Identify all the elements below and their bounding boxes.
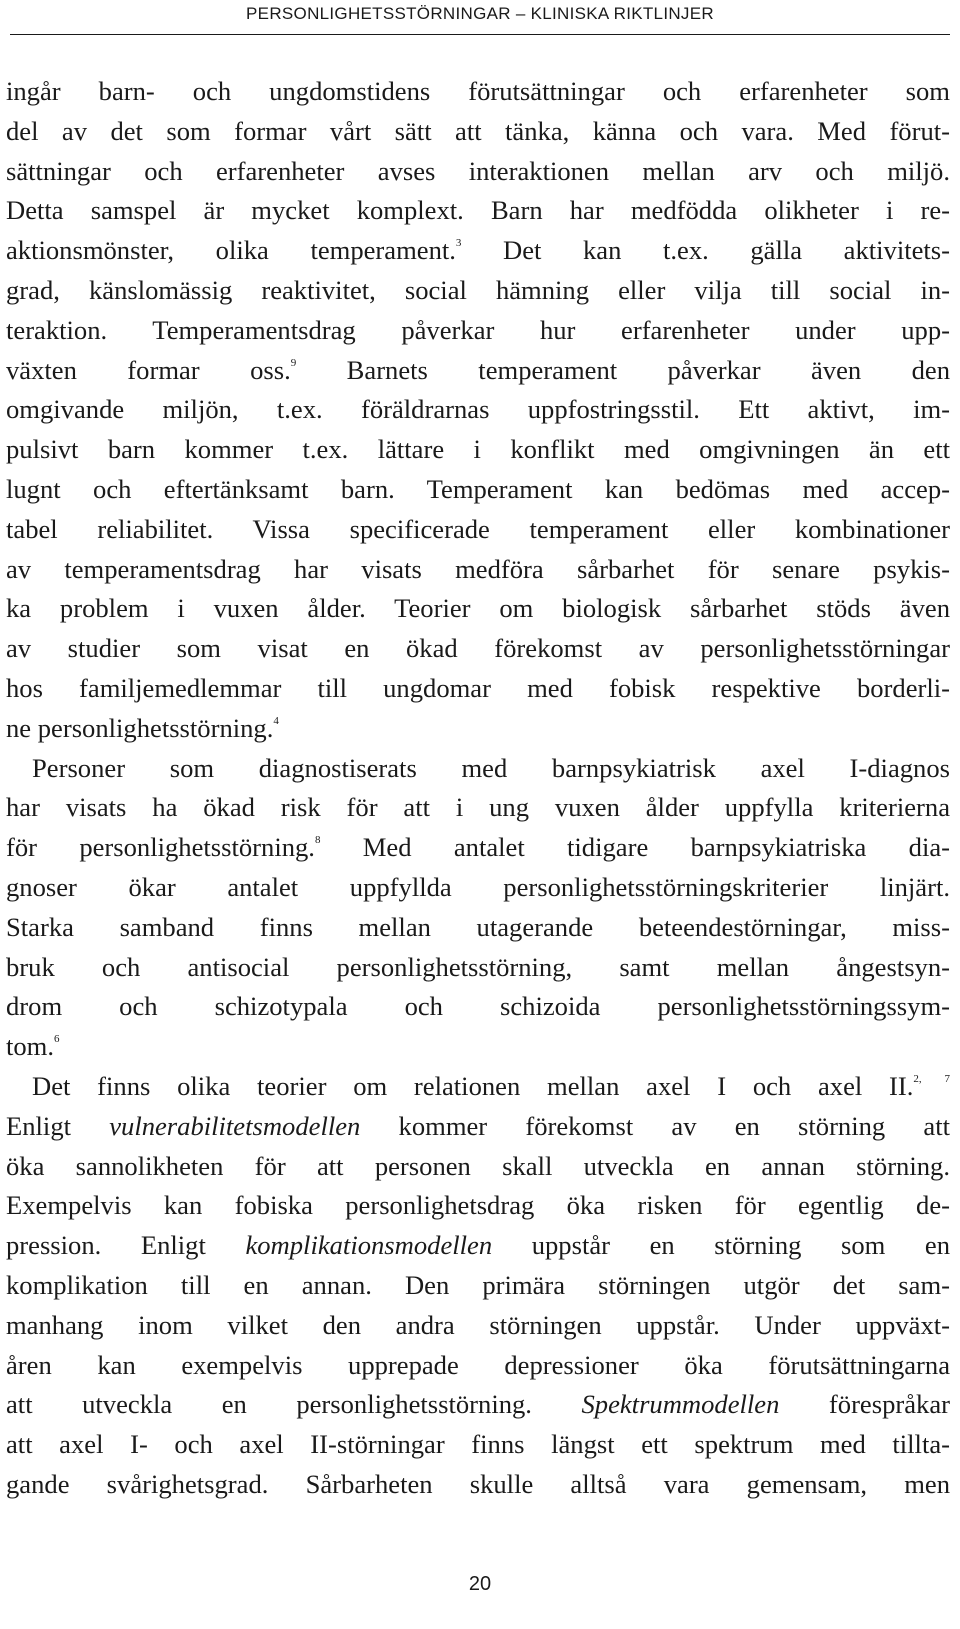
text-line xyxy=(6,1346,950,1386)
text-segment: ne personlighetsstörning. xyxy=(6,712,274,743)
text-segment: förespråkar xyxy=(779,1389,951,1420)
text-segment: grad, känslomässig reaktivitet, social hämning eller vilja till social in- xyxy=(6,274,950,305)
footnote-reference: 6 xyxy=(54,1033,60,1046)
running-header: PERSONLIGHETSSTÖRNINGAR – KLINISKA RIKTLINJER xyxy=(10,0,950,35)
text-segment: lugnt och eftertänksamt barn. Temperament kan bedömas med accep- xyxy=(6,473,950,504)
text-segment: bruk och antisocial personlighetsstörning, samt mellan ångestsyn- xyxy=(6,951,950,982)
text-line xyxy=(6,191,950,231)
text-segment: att utveckla en personlighetsstörning. xyxy=(6,1389,582,1420)
text-segment: Det finns olika teorier om relationen mellan axel I och axel II. xyxy=(32,1070,914,1101)
text-line xyxy=(6,987,950,1027)
text-segment: drom och schizotypala och schizoida personlighetsstörningssym- xyxy=(6,991,950,1022)
italic-term: komplikationsmodellen xyxy=(245,1230,493,1261)
text-segment: Detta samspel är mycket komplext. Barn har medfödda olikheter i re- xyxy=(6,195,950,226)
text-segment: Starka samband finns mellan utagerande beteendestörningar, miss- xyxy=(6,911,950,942)
text-segment: växten formar oss. xyxy=(6,354,291,385)
text-segment: hos familjemedlemmar till ungdomar med fobisk respektive borderli- xyxy=(6,672,950,703)
text-line xyxy=(6,1107,950,1147)
text-segment: att axel I- och axel II-störningar finns längst ett spektrum med tillta- xyxy=(6,1429,950,1460)
text-line xyxy=(6,828,950,868)
text-segment: aktionsmönster, olika temperament. xyxy=(6,235,456,266)
text-line xyxy=(6,470,950,510)
text-line xyxy=(6,112,950,152)
text-segment: del av det som formar vårt sätt att tänka, känna och vara. Med förut- xyxy=(6,115,950,146)
footnote-reference: 9 xyxy=(290,356,297,369)
body-text xyxy=(6,72,950,1505)
text-segment: öka sannolikheten för att personen skall utveckla en annan störning. xyxy=(6,1150,950,1181)
text-segment: Det kan t.ex. gälla aktivitets- xyxy=(461,235,950,266)
text-segment: uppstår en störning som en xyxy=(492,1230,951,1261)
text-line xyxy=(6,1385,950,1425)
text-segment: Med antalet tidigare barnpsykiatriska dia- xyxy=(320,832,950,863)
text-segment: kommer förekomst av en störning att xyxy=(360,1110,950,1141)
text-segment: åren kan exempelvis upprepade depressioner öka förutsättningarna xyxy=(6,1349,950,1380)
footnote-reference: 2, 7 xyxy=(913,1072,951,1085)
text-segment: Enligt xyxy=(6,1110,110,1141)
text-line xyxy=(6,390,950,430)
text-segment: gande svårighetsgrad. Sårbarheten skulle alltså vara gemensam, men xyxy=(6,1468,950,1499)
text-line xyxy=(6,231,950,271)
text-line xyxy=(6,868,950,908)
text-segment: ingår barn- och ungdomstidens förutsättningar och erfarenheter som xyxy=(6,76,950,106)
text-line xyxy=(6,669,950,709)
text-segment: manhang inom vilket den andra störningen uppstår. Under uppväxt- xyxy=(6,1309,950,1340)
text-segment: av temperamentsdrag har visats medföra sårbarhet för senare psykis- xyxy=(6,553,950,584)
text-line xyxy=(6,510,950,550)
text-segment: sättningar och erfarenheter avses interaktionen mellan arv och miljö. xyxy=(6,155,950,186)
text-segment: Barnets temperament påverkar även den xyxy=(296,354,950,385)
text-segment: av studier som visat en ökad förekomst av personlighetsstörningar xyxy=(6,633,950,664)
page-number: 20 xyxy=(468,1573,492,1595)
text-segment: pression. Enligt xyxy=(6,1230,246,1261)
text-segment: tabel reliabilitet. Vissa specificerade temperament eller kombinationer xyxy=(6,513,950,544)
text-line xyxy=(6,1226,950,1266)
text-line xyxy=(6,1306,950,1346)
text-segment: tom. xyxy=(6,1031,55,1062)
text-segment: teraktion. Temperamentsdrag påverkar hur erfarenheter under upp- xyxy=(6,314,950,345)
text-line xyxy=(6,749,950,789)
text-segment: ka problem i vuxen ålder. Teorier om biologisk sårbarhet stöds även xyxy=(6,593,950,624)
text-line xyxy=(6,430,950,470)
footnote-reference: 8 xyxy=(314,834,321,847)
text-segment: Exempelvis kan fobiska personlighetsdrag öka risken för egentlig de- xyxy=(6,1190,950,1221)
text-line xyxy=(6,1027,950,1067)
text-segment: Personer som diagnostiserats med barnpsykiatrisk axel I-diagnos xyxy=(32,752,950,783)
text-segment: komplikation till en annan. Den primära störningen utgör det sam- xyxy=(6,1269,950,1300)
text-line xyxy=(6,1425,950,1465)
text-line xyxy=(6,1266,950,1306)
text-segment: har visats ha ökad risk för att i ung vuxen ålder uppfylla kriterierna xyxy=(6,792,950,823)
text-segment: gnoser ökar antalet uppfyllda personlighetsstörningskriterier linjärt. xyxy=(6,871,950,902)
text-line xyxy=(6,72,950,112)
text-line xyxy=(6,948,950,988)
italic-term: Spektrummodellen xyxy=(581,1389,780,1420)
text-line xyxy=(6,152,950,192)
text-line xyxy=(6,589,950,629)
text-line xyxy=(6,351,950,391)
footnote-reference: 4 xyxy=(273,714,279,727)
text-line xyxy=(6,1465,950,1505)
text-line xyxy=(6,1067,950,1107)
text-line xyxy=(6,629,950,669)
footnote-reference: 3 xyxy=(455,237,462,250)
text-line xyxy=(6,1147,950,1187)
text-segment: pulsivt barn kommer t.ex. lättare i konflikt med omgivningen än ett xyxy=(6,434,950,465)
text-line xyxy=(6,908,950,948)
text-segment: omgivande miljön, t.ex. föräldrarnas uppfostringsstil. Ett aktivt, im- xyxy=(6,394,950,425)
text-line xyxy=(6,271,950,311)
text-line xyxy=(6,1186,950,1226)
text-line xyxy=(6,709,950,749)
text-line xyxy=(6,788,950,828)
text-line xyxy=(6,311,950,351)
text-segment: för personlighetsstörning. xyxy=(6,832,315,863)
text-line xyxy=(6,550,950,590)
italic-term: vulnerabilitetsmodellen xyxy=(109,1110,361,1141)
